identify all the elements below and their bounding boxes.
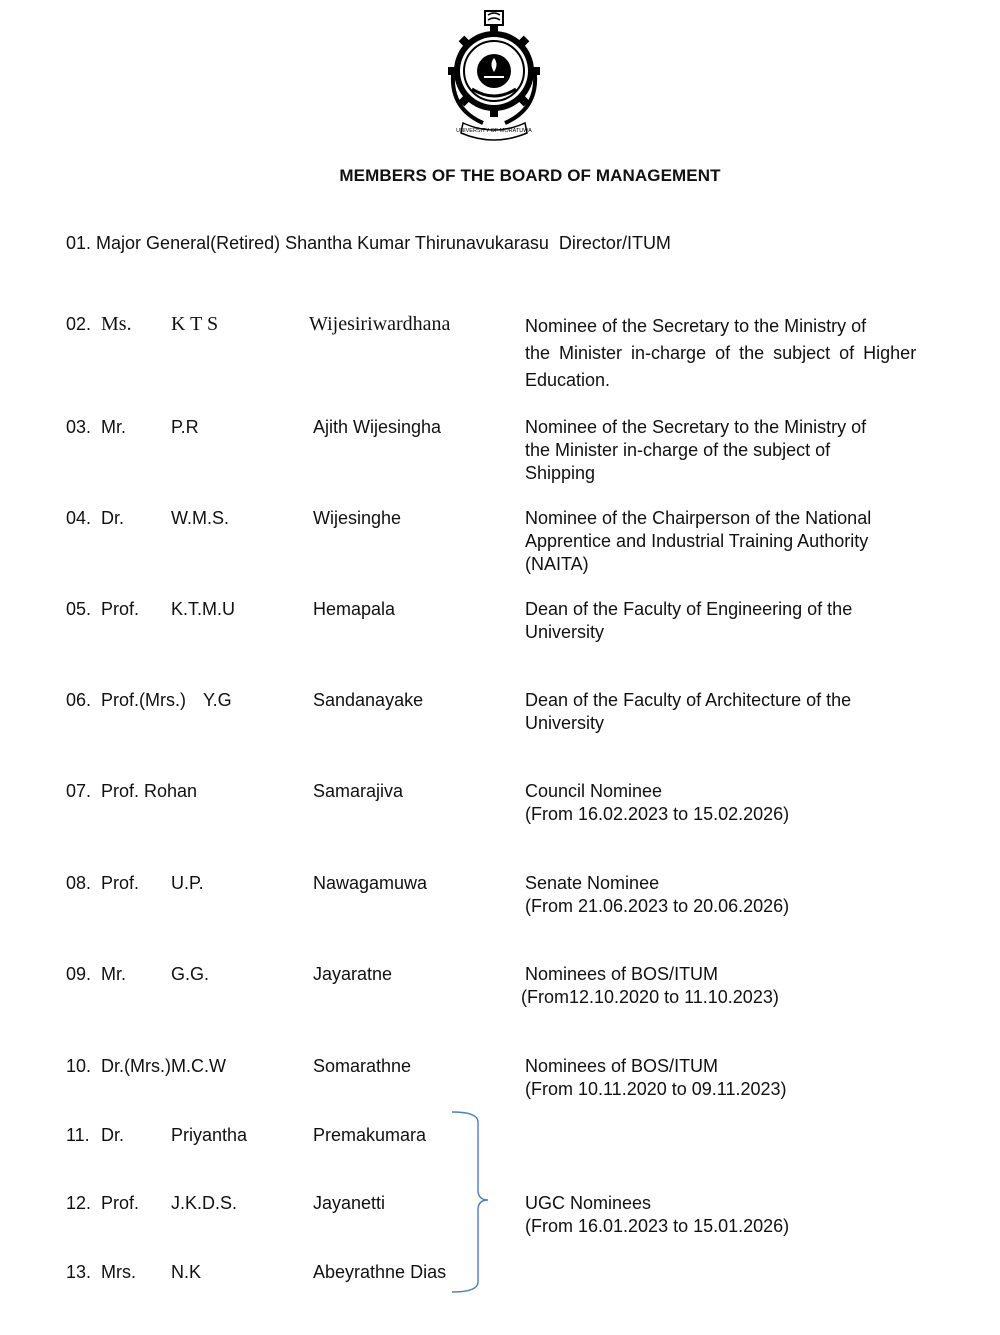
member-number: 01. bbox=[66, 233, 92, 253]
member-role: Council Nominee (From 16.02.2023 to 15.02.2026) bbox=[525, 781, 790, 824]
member-surname: Sandanayake bbox=[313, 690, 424, 710]
member-role: Nominees of BOS/ITUM (From 10.11.2020 to 09.11.2023) bbox=[525, 1056, 787, 1099]
member-number: 10. bbox=[66, 1056, 92, 1076]
member-number: 07. bbox=[66, 781, 92, 801]
member-initials: U.P. bbox=[171, 873, 204, 893]
member-initials: N.K bbox=[171, 1262, 202, 1282]
group-bracket bbox=[450, 1110, 490, 1294]
page-title: MEMBERS OF THE BOARD OF MANAGEMENT bbox=[339, 166, 721, 185]
member-surname: Nawagamuwa bbox=[313, 873, 428, 893]
member-title: Dr. bbox=[101, 508, 125, 528]
svg-text:UNIVERSITY OF MORATUWA: UNIVERSITY OF MORATUWA bbox=[456, 128, 532, 134]
member-text: Major General(Retired) Shantha Kumar Thirunavukarasu Director/ITUM bbox=[96, 233, 671, 253]
member-initials: Priyantha bbox=[171, 1125, 248, 1145]
member-surname: Somarathne bbox=[313, 1056, 412, 1076]
member-number: 06. bbox=[66, 690, 92, 710]
member-number: 04. bbox=[66, 508, 92, 528]
member-number: 09. bbox=[66, 964, 92, 984]
member-surname: Ajith Wijesingha bbox=[313, 417, 442, 437]
member-title: Mrs. bbox=[101, 1262, 136, 1282]
member-number: 11. bbox=[66, 1125, 90, 1145]
member-title: Ms. bbox=[101, 313, 132, 335]
member-number: 08. bbox=[66, 873, 92, 893]
member-role: Senate Nominee (From 21.06.2023 to 20.06.2026) bbox=[525, 873, 790, 916]
member-surname: Wijesinghe bbox=[313, 508, 402, 528]
member-surname: Hemapala bbox=[313, 599, 396, 619]
member-role: Nominee of the Secretary to the Ministry of the Minister in-charge of the subject of Higher Education. bbox=[525, 316, 917, 390]
member-role: UGC Nominees (From 16.01.2023 to 15.01.2026) bbox=[525, 1193, 790, 1236]
member-title: Mr. bbox=[101, 964, 126, 984]
member-role: Nominees of BOS/ITUM (From12.10.2020 to 11.10.2023) bbox=[521, 964, 779, 1007]
member-initials: W.M.S. bbox=[171, 508, 229, 528]
member-title: Dr. bbox=[101, 1125, 125, 1145]
member-initials: P.R bbox=[171, 417, 199, 437]
member-surname: Premakumara bbox=[313, 1125, 427, 1145]
member-surname: Samarajiva bbox=[313, 781, 404, 801]
member-initials: G.G. bbox=[171, 964, 210, 984]
member-surname: Jayanetti bbox=[313, 1193, 386, 1213]
member-initials: Y.G bbox=[203, 690, 232, 710]
member-number: 13. bbox=[66, 1262, 92, 1282]
member-initials: K T S bbox=[171, 313, 219, 335]
member-role: Dean of the Faculty of Architecture of the University bbox=[525, 690, 852, 733]
member-title: Mr. bbox=[101, 417, 126, 437]
university-emblem bbox=[447, 5, 541, 141]
member-title: Prof. bbox=[101, 873, 140, 893]
member-role: Nominee of the Secretary to the Ministry of the Minister in-charge of the subject of Shipping bbox=[525, 417, 867, 483]
member-title: Prof. bbox=[101, 1193, 140, 1213]
member-role: Dean of the Faculty of Engineering of the University bbox=[525, 599, 853, 642]
member-surname: Jayaratne bbox=[313, 964, 393, 984]
member-number: 02. bbox=[66, 314, 92, 334]
member-number: 12. bbox=[66, 1193, 92, 1213]
member-title: Prof. Rohan bbox=[101, 781, 198, 801]
member-surname: Abeyrathne Dias bbox=[313, 1262, 447, 1282]
member-surname: Wijesiriwardhana bbox=[309, 313, 451, 335]
member-title: Prof. bbox=[101, 599, 140, 619]
member-title: Dr.(Mrs.)M.C.W bbox=[101, 1056, 226, 1076]
member-title: Prof.(Mrs.) bbox=[101, 690, 186, 710]
member-initials: K.T.M.U bbox=[171, 599, 236, 619]
member-role: Nominee of the Chairperson of the National Apprentice and Industrial Training Authority (NAITA) bbox=[525, 508, 872, 574]
member-number: 03. bbox=[66, 417, 92, 437]
member-initials: J.K.D.S. bbox=[171, 1193, 238, 1213]
member-number: 05. bbox=[66, 599, 92, 619]
